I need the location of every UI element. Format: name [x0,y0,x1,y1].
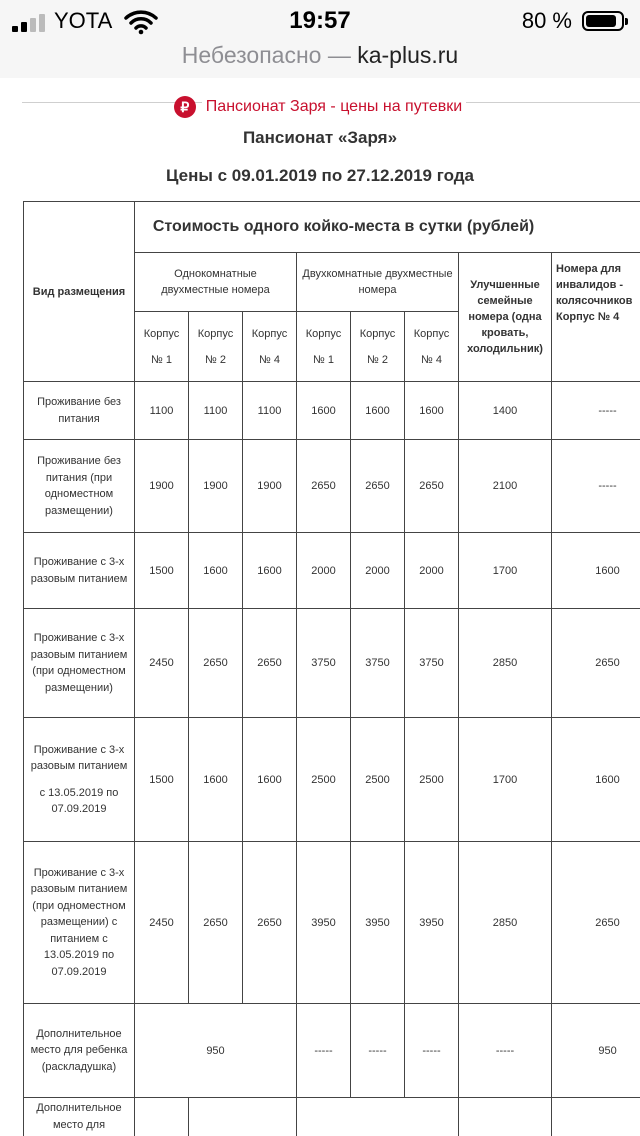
price-cell: 2850 [459,609,552,718]
price-cell: 2650 [189,842,243,1004]
page-link-text[interactable]: Пансионат Заря - цены на путевки [202,98,466,115]
price-cell: 1600 [243,533,297,609]
table-row [24,1004,640,1098]
price-cell: 950 [552,1004,640,1098]
table-row [24,609,640,718]
price-cell: 1600 [243,718,297,842]
price-cell [459,1098,552,1136]
carrier-name: YOTA [54,8,113,33]
page-link[interactable] [0,96,640,118]
building-2-header: Корпус № 2 [189,312,243,382]
price-cell: 2650 [243,609,297,718]
price-cell: ----- [405,1004,459,1098]
table-row [24,842,640,1004]
price-cell: 3750 [405,609,459,718]
single-room-header: Однокомнатные двухместные номера [135,253,297,312]
building-1-header: Корпус № 1 [135,312,189,382]
price-cell: 1100 [243,382,297,440]
price-cell: 1600 [189,533,243,609]
price-cell: 1900 [135,440,189,533]
price-cell: ----- [459,1004,552,1098]
price-cell [552,1098,640,1136]
battery-percent: 80 % [521,8,572,33]
price-cell: 2000 [351,533,405,609]
status-bar [0,0,640,40]
price-cell: 2650 [243,842,297,1004]
cost-header: Стоимость одного койко-места в сутки (рублей) [135,202,640,253]
price-cell: 3950 [351,842,405,1004]
price-cell: 950 [135,1004,297,1098]
table-row [24,440,640,533]
price-cell: 1600 [351,382,405,440]
price-cell: 1900 [189,440,243,533]
price-cell: 2500 [297,718,351,842]
price-cell: 1400 [459,382,552,440]
page-content [0,78,640,1136]
table-row [24,718,640,842]
price-cell: 2650 [297,440,351,533]
price-cell: 2450 [135,842,189,1004]
battery-icon [582,11,624,31]
price-cell: 2100 [459,440,552,533]
row-label: Проживание с 3-х разовым питанием [24,533,135,609]
price-cell: 2650 [552,842,640,1004]
page-title: Пансионат «Заря» [242,128,398,147]
price-cell: 1600 [552,718,640,842]
url-host: ka-plus.ru [357,42,459,68]
price-cell: 1600 [189,718,243,842]
table-row [24,533,640,609]
price-cell: 1600 [297,382,351,440]
price-cell: 2650 [351,440,405,533]
price-cell: 2500 [351,718,405,842]
row-label: Проживание без питания (при одноместном размещении) [24,440,135,533]
price-cell: 1600 [405,382,459,440]
row-label [24,718,135,842]
disabled-room-header: Номера для инвалидов - колясочников Корпус № 4 [552,253,640,382]
building-4-header: Корпус № 4 [405,312,459,382]
clock: 19:57 [289,7,351,34]
price-cell: 1600 [552,533,640,609]
price-cell: ----- [351,1004,405,1098]
page-subtitle: Цены с 09.01.2019 по 27.12.2019 года [165,166,475,185]
ruble-icon: ₽ [174,96,196,118]
price-cell: 1100 [135,382,189,440]
price-cell: ----- [552,440,640,533]
price-cell: 2650 [405,440,459,533]
row-label: Проживание с 3-х разовым питанием (при одноместном размещении) с питанием с 13.05.2019 по 07.09.2019 [24,842,135,1004]
row-label-main: Проживание с 3-х разовым питанием [30,743,128,772]
price-cell: 2650 [189,609,243,718]
price-cell: 3750 [351,609,405,718]
building-2-header: Корпус № 2 [351,312,405,382]
row-label: Проживание без питания [24,382,135,440]
price-cell: 2500 [405,718,459,842]
price-cell: 3750 [297,609,351,718]
price-cell: 2000 [297,533,351,609]
price-cell: 2450 [135,609,189,718]
price-cell: 1700 [459,718,552,842]
building-4-header: Корпус № 4 [243,312,297,382]
price-cell: ----- [552,382,640,440]
row-label: Дополнительное место для ребенка (раскладушка) [24,1004,135,1098]
table-row [24,382,640,440]
url-separator: — [321,42,358,68]
price-cell [135,1098,189,1136]
price-cell: 1100 [189,382,243,440]
building-1-header: Корпус № 1 [297,312,351,382]
price-cell: ----- [297,1004,351,1098]
price-cell: 2000 [405,533,459,609]
security-warning: Небезопасно [181,42,322,68]
address-bar[interactable] [0,40,640,78]
price-cell: 1900 [243,440,297,533]
double-room-header: Двухкомнатные двухместные номера [297,253,459,312]
price-cell: 1500 [135,533,189,609]
table-row [24,1098,640,1136]
row-label: Проживание с 3-х разовым питанием (при одноместном размещении) [24,609,135,718]
price-cell: 3950 [405,842,459,1004]
accommodation-header: Вид размещения [24,202,135,382]
price-cell: 1700 [459,533,552,609]
price-cell: 2850 [459,842,552,1004]
price-cell [297,1098,459,1136]
price-cell: 2650 [552,609,640,718]
price-cell: 1500 [135,718,189,842]
row-label: Дополнительное место для [24,1098,135,1136]
family-room-header: Улучшенные семейные номера (одна кровать, холодильник) [459,253,552,382]
price-table [23,201,640,1136]
price-cell: 3950 [297,842,351,1004]
price-cell [189,1098,297,1136]
row-label-dates: с 13.05.2019 по 07.09.2019 [39,786,119,815]
